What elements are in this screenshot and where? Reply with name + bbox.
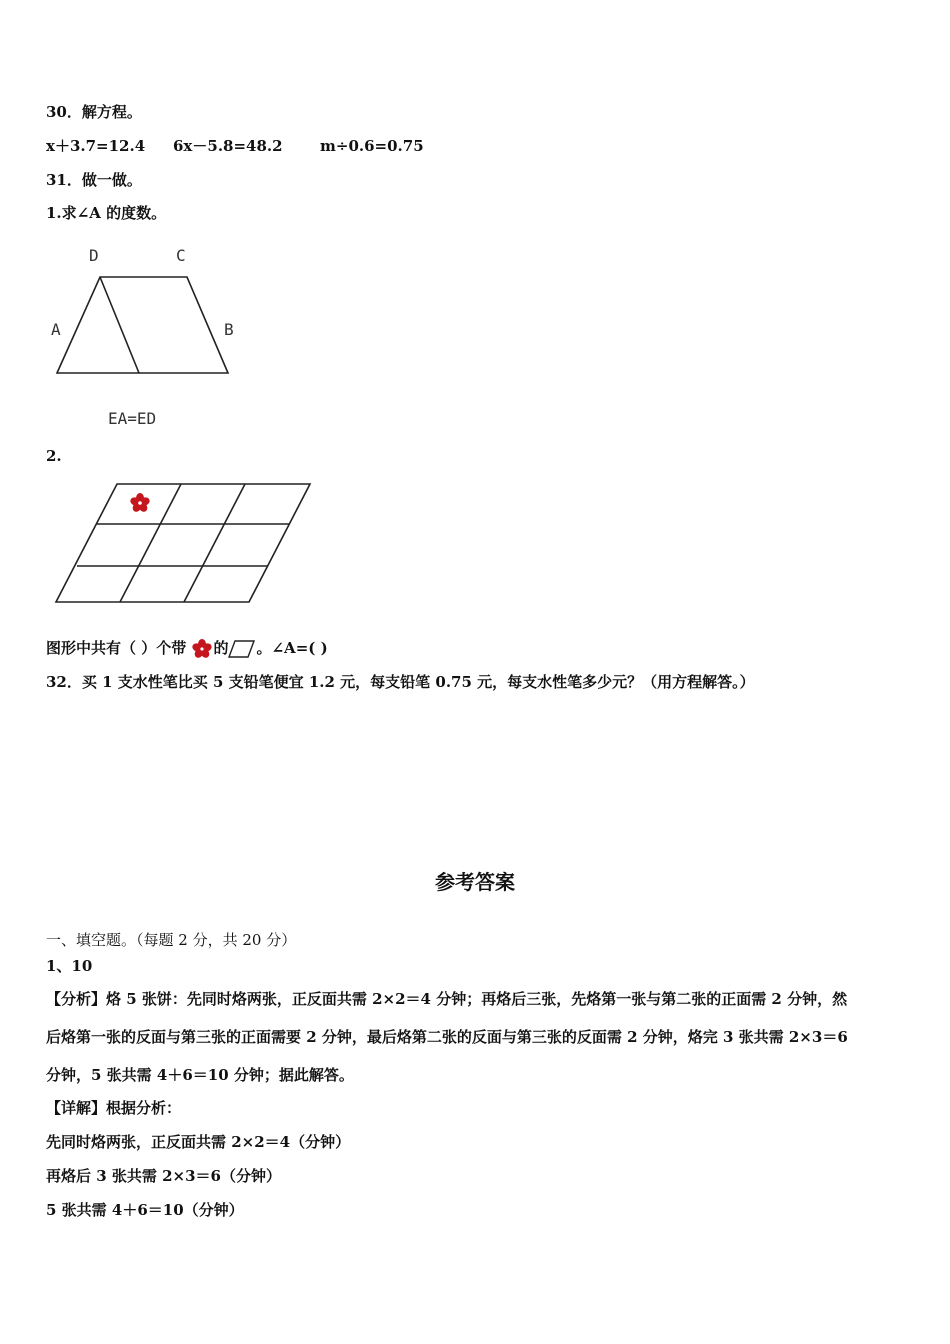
analysis-line-2: 后烙第一张的反面与第三张的正面需要 2 分钟，最后烙第二张的反面与第三张的反面需 2 分钟，烙完 3 张共需 2×3＝6 [46, 1028, 848, 1046]
parallelogram-icon [228, 639, 256, 659]
q31-part2-number: 2. [46, 447, 62, 465]
label-C: C [176, 246, 186, 265]
flower-icon [129, 493, 150, 513]
q30-equations [46, 136, 424, 156]
q31-part2-question [46, 638, 328, 659]
parallelogram-grid [0, 478, 320, 608]
detail-line-2: 先同时烙两张，正反面共需 2×2＝4（分钟） [46, 1133, 351, 1151]
equation-3: m÷0.6=0.75 [320, 137, 424, 155]
q32-text: 32．买 1 支水性笔比买 5 支铅笔便宜 1.2 元，每支铅笔 0.75 元，每支水性笔多少元？（用方程解答。） [46, 673, 755, 691]
analysis-line-1: 【分析】烙 5 张饼：先同时烙两张，正反面共需 2×2＝4 分钟；再烙后三张，先烙第一张与第二张的正面需 2 分钟，然 [46, 990, 848, 1008]
grid-col-line-2 [184, 484, 245, 602]
part2-text-mid: 的 [213, 639, 229, 657]
segment-DE [100, 277, 139, 373]
answers-title: 参考答案 [435, 870, 515, 894]
detail-line-4: 5 张共需 4＋6＝10（分钟） [46, 1201, 244, 1219]
flower-icon [191, 639, 213, 659]
grid-col-line-1 [120, 484, 181, 602]
detail-line-3: 再烙后 3 张共需 2×3＝6（分钟） [46, 1167, 281, 1185]
q31-part1-prompt: 1.求∠A 的度数。 [46, 204, 167, 222]
part2-text-before: 图形中共有（ ）个带 [46, 639, 187, 657]
equation-2: 6x－5.8=48.2 [173, 137, 283, 155]
trapezoid-figure [0, 240, 240, 440]
answers-section-1: 一、填空题。（每题 2 分，共 20 分） [46, 931, 297, 949]
answer-item-1: 1、10 [46, 957, 93, 975]
condition-EA-ED: EA=ED [108, 409, 157, 428]
grid-outline [56, 484, 310, 602]
label-A: A [51, 320, 61, 339]
trapezoid-outline [57, 277, 228, 373]
detail-line-1: 【详解】根据分析： [46, 1099, 182, 1117]
label-B: B [224, 320, 234, 339]
analysis-line-3: 分钟，5 张共需 4＋6＝10 分钟；据此解答。 [46, 1066, 354, 1084]
part2-text-after: 。∠A=( ) [256, 639, 328, 657]
label-D: D [89, 246, 99, 265]
q30-heading: 30．解方程。 [46, 103, 142, 121]
q31-heading: 31．做一做。 [46, 171, 142, 189]
equation-1: x＋3.7=12.4 [46, 137, 146, 155]
